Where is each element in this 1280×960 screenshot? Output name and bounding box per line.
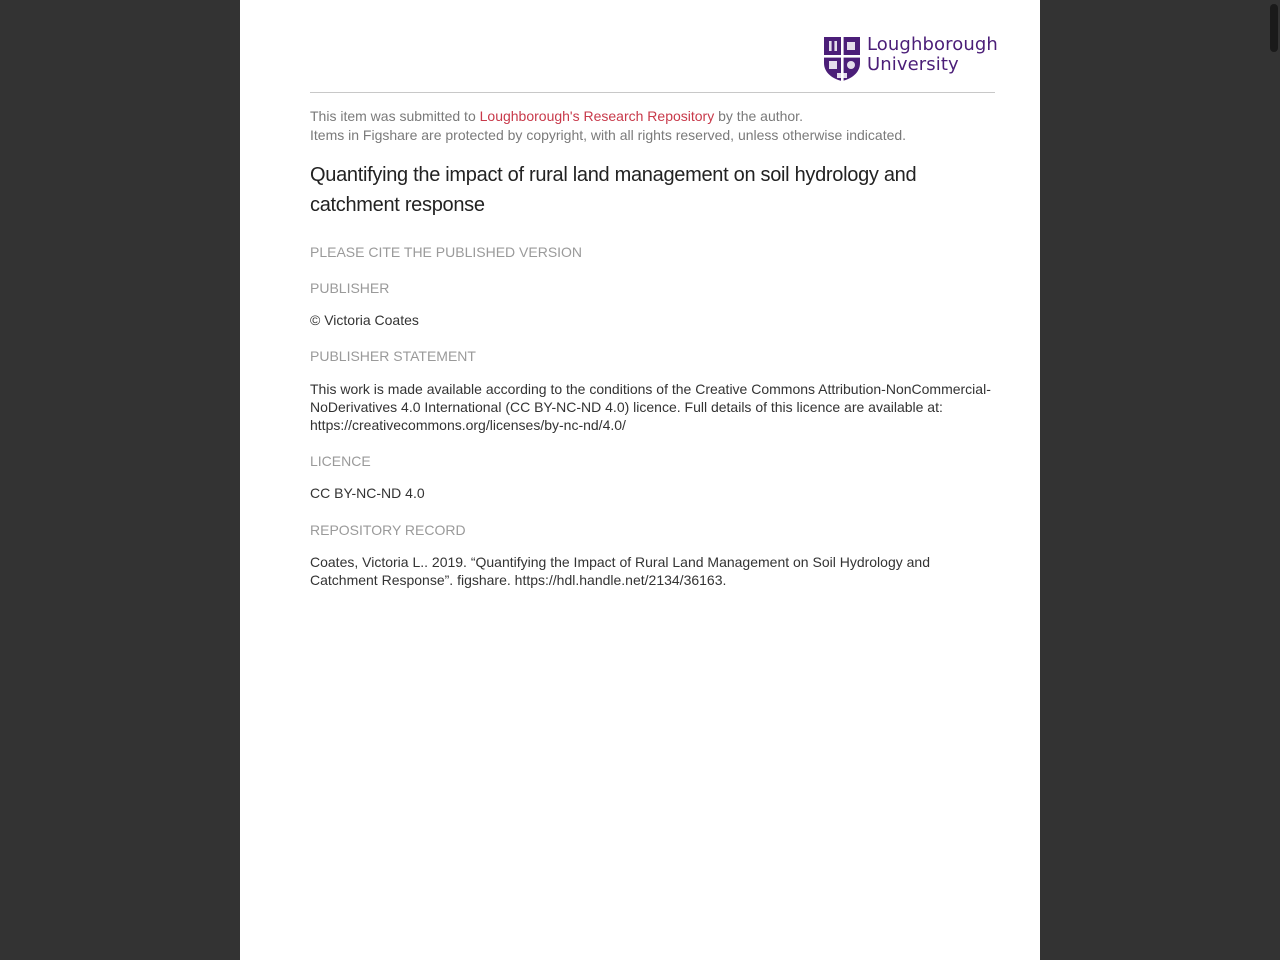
document-title: Quantifying the impact of rural land management on soil hydrology and catchment response <box>310 164 917 216</box>
repository-record-label: REPOSITORY RECORD <box>310 522 466 538</box>
licence-value: CC BY-NC-ND 4.0 <box>310 485 425 501</box>
logo-wordmark <box>867 35 998 75</box>
repository-link[interactable]: Loughborough's Research Repository <box>479 108 715 124</box>
cite-label: PLEASE CITE THE PUBLISHED VERSION <box>310 244 583 260</box>
notice-suffix: by the author. <box>714 108 803 124</box>
publisher-statement-value: This work is made available according to the conditions of the Creative Commons Attribution-NonCommercial-NoDerivatives 4.0 International (CC BY-NC-ND 4.0) licence. Full details of this licence are available at: https://creativecommons.org/licenses/by-nc-nd/4.0/ <box>310 381 991 433</box>
logo-line-1: Loughborough <box>867 34 998 55</box>
vertical-scrollbar[interactable] <box>1266 0 1280 960</box>
repository-record-value: Coates, Victoria L.. 2019. “Quantifying the Impact of Rural Land Management on Soil Hydrology and Catchment Response”. figshare. https://hdl.handle.net/2134/36163. <box>310 554 930 588</box>
notice-prefix: This item was submitted to <box>310 108 480 124</box>
cover-content <box>310 107 1000 589</box>
shield-crest-icon <box>824 37 860 81</box>
header-divider <box>310 92 995 93</box>
university-logo <box>824 34 1000 83</box>
publisher-label: PUBLISHER <box>310 280 390 296</box>
document-page <box>240 0 1040 960</box>
licence-label: LICENCE <box>310 453 371 469</box>
publisher-statement-label: PUBLISHER STATEMENT <box>310 348 476 364</box>
logo-line-2: University <box>867 54 959 75</box>
scrollbar-thumb[interactable] <box>1270 4 1278 52</box>
publisher-value: © Victoria Coates <box>310 312 419 328</box>
copyright-notice: Items in Figshare are protected by copyright, with all rights reserved, unless otherwise indicated. <box>310 127 907 143</box>
submission-notice <box>310 107 1000 126</box>
